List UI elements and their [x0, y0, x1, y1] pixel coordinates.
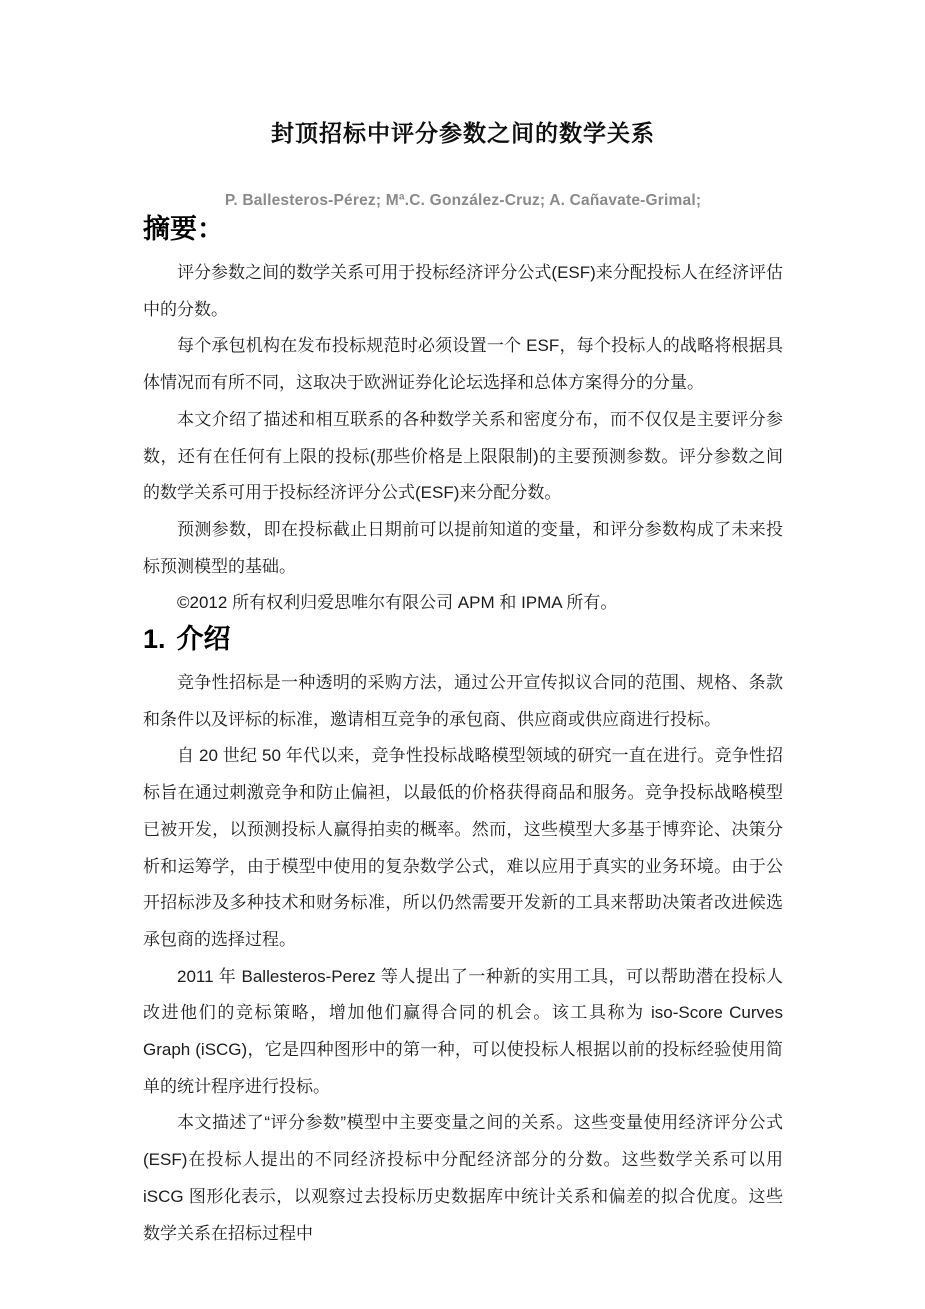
abstract-paragraph: 每个承包机构在发布投标规范时必须设置一个 ESF，每个投标人的战略将根据具体情况而有所不同，这取决于欧洲证券化论坛选择和总体方案得分的分量。	[143, 336, 783, 393]
abstract-paragraph: 本文介绍了描述和相互联系的各种数学关系和密度分布，而不仅仅是主要评分参数，还有在任何有上限的投标(那些价格是上限限制)的主要预测参数。评分参数之间的数学关系可用于投标经济评分公式(ESF)来分配分数。	[143, 409, 783, 503]
section-number: 1.	[143, 624, 166, 655]
introduction-body	[143, 665, 783, 1252]
intro-paragraph: 2011 年 Ballesteros-Perez 等人提出了一种新的实用工具，可以帮助潜在投标人改进他们的竞标策略，增加他们赢得合同的机会。该工具称为 iso-Score Curves Graph (iSCG)，它是四种图形中的第一种，可以使投标人根据以前的投标经验使用简单的统计程序进行投标。	[143, 966, 783, 1096]
section-title: 介绍	[176, 624, 231, 655]
abstract-paragraph: 预测参数，即在投标截止日期前可以提前知道的变量，和评分参数构成了未来投标预测模型的基础。	[143, 519, 783, 576]
copyright-line: ©2012 所有权利归爱思唯尔有限公司 APM 和 IPMA 所有。	[177, 593, 618, 613]
intro-paragraph: 竞争性招标是一种透明的采购方法，通过公开宣传拟议合同的范围、规格、条款和条件以及评标的标准，邀请相互竞争的承包商、供应商或供应商进行投标。	[143, 673, 783, 729]
abstract-heading: 摘要：	[143, 214, 224, 244]
section-1-heading	[143, 622, 783, 656]
authors-line: P. Ballesteros-Pérez; Mª.C. González-Cruz; A. Cañavate-Grimal;	[224, 192, 702, 209]
content-column	[143, 0, 783, 1252]
intro-paragraph: 自 20 世纪 50 年代以来，竞争性投标战略模型领域的研究一直在进行。竞争性招标旨在通过刺激竞争和防止偏袒，以最低的价格获得商品和服务。竞争投标战略模型已被开发，以预测投标人赢得拍卖的概率。然而，这些模型大多基于博弈论、决策分析和运筹学，由于模型中使用的复杂数学公式，难以应用于真实的业务环境。由于公开招标涉及多种技术和财务标准，所以仍然需要开发新的工具来帮助决策者改进候选承包商的选择过程。	[143, 746, 783, 949]
abstract-body	[143, 255, 783, 622]
paper-title: 封顶招标中评分参数之间的数学关系	[271, 120, 655, 146]
abstract-paragraph: 评分参数之间的数学关系可用于投标经济评分公式(ESF)来分配投标人在经济评估中的分数。	[143, 263, 783, 319]
intro-paragraph: 本文描述了“评分参数”模型中主要变量之间的关系。这些变量使用经济评分公式(ESF)在投标人提出的不同经济投标中分配经济部分的分数。这些数学关系可以用 iSCG 图形化表示，以观察过去投标历史数据库中统计关系和偏差的拟合优度。这些数学关系在招标过程中	[143, 1113, 783, 1243]
